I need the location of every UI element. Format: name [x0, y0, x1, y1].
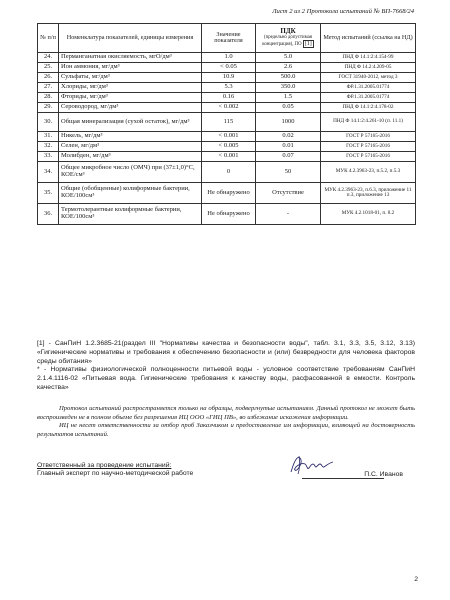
indicator-pdk: Отсутствие	[256, 183, 321, 204]
indicator-pdk: 5.0	[256, 53, 321, 63]
footnote-2: * - Нормативы физиологической полноценности питьевой воды - условное соответствие требованиям СанПиН 2.1.4.1116-02 «Питьевая вода. Гигиенические требования к качеству воды, расфасованной в емкости. Контроль качества»	[37, 366, 415, 392]
row-number: 28.	[38, 93, 59, 103]
indicator-pdk: 0.02	[256, 132, 321, 142]
indicator-pdk: 1.5	[256, 93, 321, 103]
row-number: 25.	[38, 63, 59, 73]
table-row	[38, 162, 416, 183]
signer-name: П.С. Иванов	[364, 471, 403, 478]
table-row	[38, 93, 416, 103]
indicator-name: Никель, мг/дм³	[59, 132, 202, 142]
test-method: ПНД Ф 14.1:2:4.178-02	[321, 103, 416, 113]
indicator-name: Фториды, мг/дм³	[59, 93, 202, 103]
test-method: ГОСТ 31940-2012, метод 3	[321, 73, 416, 83]
row-number: 26.	[38, 73, 59, 83]
sheet-header-note: Лист 2 из 2 Протокола испытаний № ВП-7668/24	[272, 8, 414, 15]
indicator-name: Сероводород, мг/дм³	[59, 103, 202, 113]
disclaimer-paragraph-2: ИЦ не несет ответственности за отбор проб Заказчиком и предоставление им информации, влияющей на достоверность результатов испытаний.	[37, 422, 415, 438]
indicator-name: Молибден, мг/дм³	[59, 152, 202, 162]
indicator-value: 10.9	[202, 73, 256, 83]
pdk-reference: [1]	[304, 41, 312, 48]
indicator-name: Сульфаты, мг/дм³	[59, 73, 202, 83]
test-method: ПНД Ф 14.1:2:4.154-99	[321, 53, 416, 63]
indicator-pdk: 50	[256, 162, 321, 183]
indicator-value: 115	[202, 113, 256, 132]
table-header-row	[38, 24, 416, 53]
test-method: ГОСТ Р 57165-2016	[321, 132, 416, 142]
table-row	[38, 142, 416, 152]
row-number: 33.	[38, 152, 59, 162]
test-method: ПНД Ф 14.1:2:4.261-10 (п. 11.1)	[321, 113, 416, 132]
footnotes	[37, 340, 415, 393]
indicator-pdk: 0.01	[256, 142, 321, 152]
footnote-1: [1] - СанПиН 1.2.3685-21(раздел III "Нормативы качества и безопасности воды", табл. 3.1, 3.3, 3.5, 3.12, 3.13) «Гигиенические нормативы и требования к обеспечению безопасности и (или) безвредности для человека факторов среды обитания»	[37, 340, 415, 365]
table-row	[38, 132, 416, 142]
indicator-pdk: 0.05	[256, 103, 321, 113]
indicator-pdk: 500.0	[256, 73, 321, 83]
responsible-label: Ответственный за проведение испытаний:	[37, 462, 172, 469]
indicator-name: Селен, мг/дм³	[59, 142, 202, 152]
row-number: 30.	[38, 113, 59, 132]
handwritten-signature	[287, 452, 335, 476]
indicator-value: 0	[202, 162, 256, 183]
signer-position: Главный эксперт по научно-методической работе	[37, 470, 194, 477]
indicator-name: Ион аммония, мг/дм³	[59, 63, 202, 73]
indicator-name: Хлориды, мг/дм³	[59, 83, 202, 93]
row-number: 31.	[38, 132, 59, 142]
pdk-title: ПДК	[280, 26, 296, 35]
test-method: ГОСТ Р 57165-2016	[321, 142, 416, 152]
indicator-value: 1.0	[202, 53, 256, 63]
indicator-value: < 0.05	[202, 63, 256, 73]
test-method: МУК 4.2.3963-23, п.5.2, п.5.3	[321, 162, 416, 183]
page-number: 2	[414, 576, 418, 583]
col-num-header: № п/п	[38, 24, 59, 53]
col-name-header: Номенклатура показателей, единицы измерения	[59, 24, 202, 53]
table-row	[38, 63, 416, 73]
indicator-value: < 0.001	[202, 152, 256, 162]
test-method: МУК 4.2.3963-23, п.6.3, приложение 11 п.3, приложение 13	[321, 183, 416, 204]
row-number: 34.	[38, 162, 59, 183]
col-value-header: Значение показателя	[202, 24, 256, 53]
indicator-value: < 0.005	[202, 142, 256, 152]
col-pdk-header	[256, 24, 321, 53]
indicator-value: Не обнаружено	[202, 204, 256, 225]
indicator-value: Не обнаружено	[202, 183, 256, 204]
row-number: 36.	[38, 204, 59, 225]
indicator-pdk: 2.6	[256, 63, 321, 73]
indicator-pdk: 0.07	[256, 152, 321, 162]
indicator-pdk: 1000	[256, 113, 321, 132]
row-number: 35.	[38, 183, 59, 204]
indicator-name: Общее микробное число (ОМЧ) при (37±1,0)°С, КОЕ/см³	[59, 162, 202, 183]
table-row	[38, 152, 416, 162]
results-table	[37, 23, 416, 225]
indicator-pdk: 350.0	[256, 83, 321, 93]
signature-block	[37, 462, 415, 477]
row-number: 29.	[38, 103, 59, 113]
table-row	[38, 103, 416, 113]
indicator-pdk: -	[256, 204, 321, 225]
indicator-name: Термотолерантные колиформные бактерии, КОЕ/100см³	[59, 204, 202, 225]
table-row	[38, 113, 416, 132]
indicator-name: Общие (обобщенные) колиформные бактерии, КОЕ/100см³	[59, 183, 202, 204]
table-body	[38, 53, 416, 225]
test-method: ФР.1.31.2005.01774	[321, 93, 416, 103]
indicator-name: Перманганатная окисляемость, мгО/дм³	[59, 53, 202, 63]
indicator-value: 5.3	[202, 83, 256, 93]
row-number: 24.	[38, 53, 59, 63]
test-method: ПНД Ф 14.2:4.209-05	[321, 63, 416, 73]
pdk-subtitle: (предельно допустимая концентрация), ПО	[262, 35, 312, 48]
table-row	[38, 204, 416, 225]
test-method: ФР.1.31.2005.01774	[321, 83, 416, 93]
signature-line	[302, 478, 384, 479]
col-method-header: Метод испытаний (ссылка на НД)	[321, 24, 416, 53]
disclaimer	[37, 405, 415, 439]
disclaimer-paragraph-1: Протокол испытаний распространяется только на образцы, подвергнутые испытаниям. Данный протокол не может быть воспроизведен не в полном объеме без разрешения ИЦ ООО «ГИЦ ПВ», во избежание искажения информации.	[37, 405, 415, 421]
indicator-value: 0.16	[202, 93, 256, 103]
indicator-name: Общая минерализация (сухой остаток), мг/дм³	[59, 113, 202, 132]
test-method: МУК 4.2.1018-01, п. 8.2	[321, 204, 416, 225]
table-row	[38, 183, 416, 204]
table-row	[38, 73, 416, 83]
row-number: 27.	[38, 83, 59, 93]
test-method: ГОСТ Р 57165-2016	[321, 152, 416, 162]
indicator-value: < 0.002	[202, 103, 256, 113]
table-row	[38, 53, 416, 63]
indicator-value: < 0.001	[202, 132, 256, 142]
row-number: 32.	[38, 142, 59, 152]
table-row	[38, 83, 416, 93]
